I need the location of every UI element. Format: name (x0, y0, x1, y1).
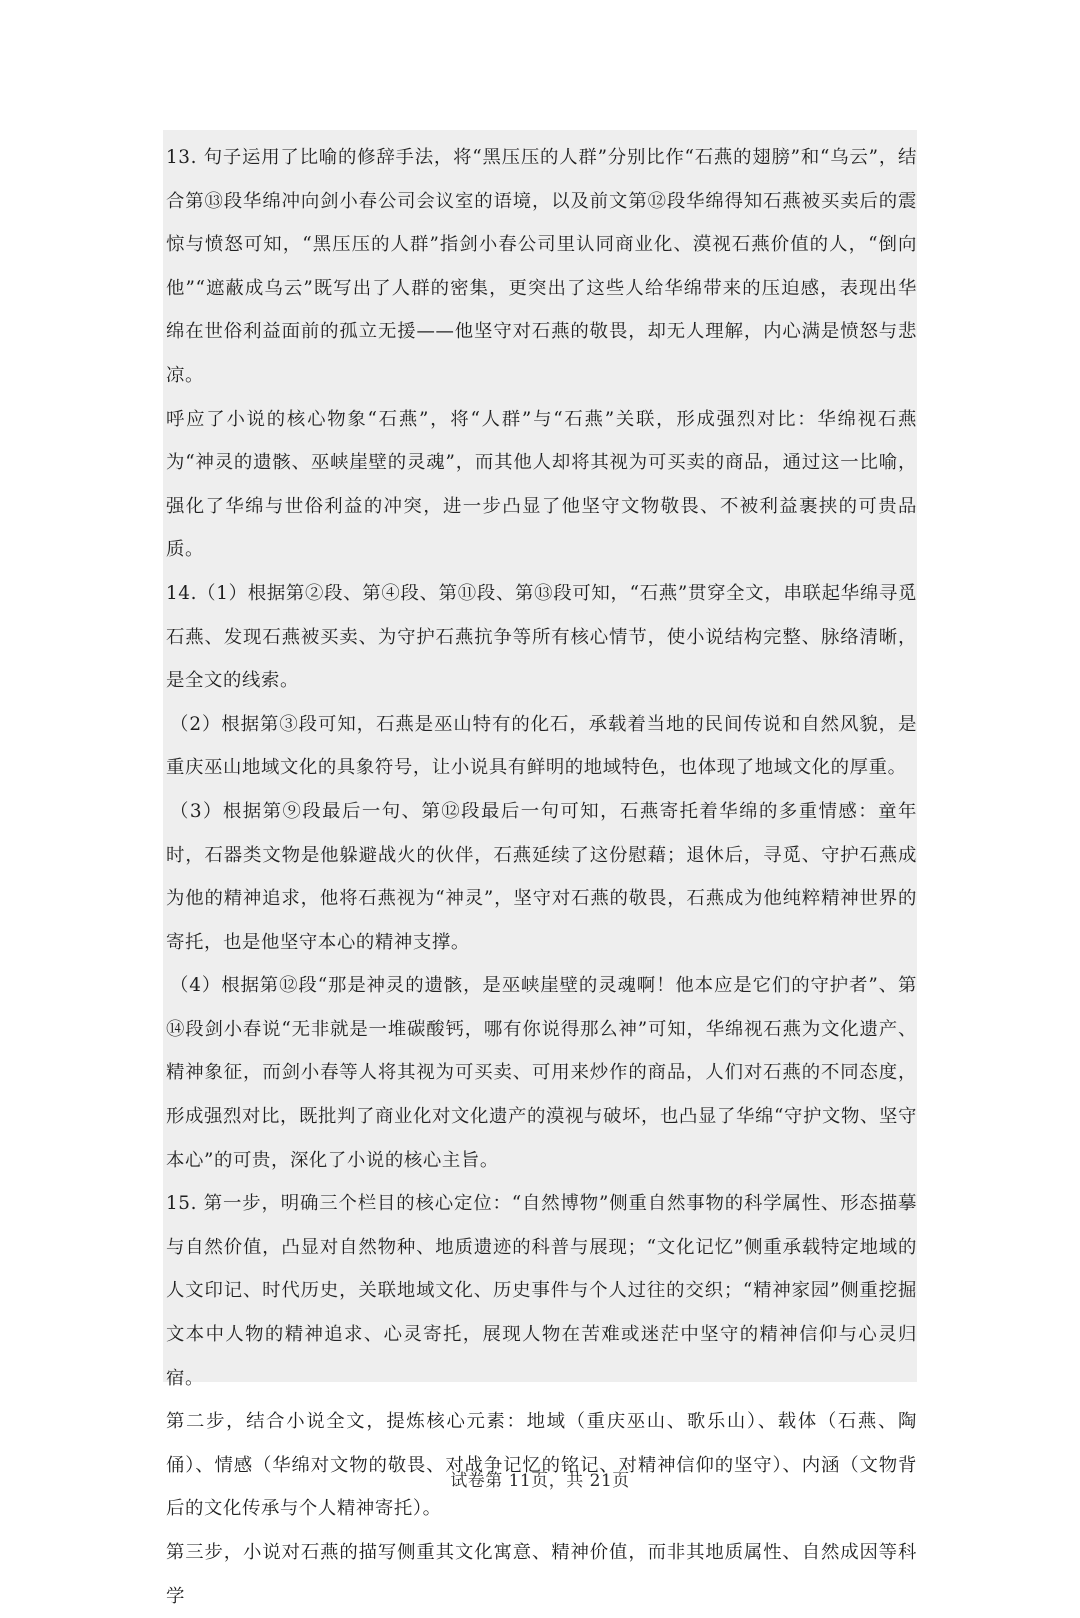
answer-14-part2-paragraph: （2）根据第③段可知，石燕是巫山特有的化石，承载着当地的民间传说和自然风貌，是重庆巫山地域文化的具象符号，让小说具有鲜明的地域特色，也体现了地域文化的厚重。 (166, 713, 917, 779)
answer-15-step3-paragraph: 第三步，小说对石燕的描写侧重其文化寓意、精神价值，而非其地质属性、自然成因等科学 (166, 1542, 917, 1607)
answer-14-part1-paragraph: 14.（1）根据第②段、第④段、第⑪段、第⑬段可知，“石燕”贯穿全文，串联起华绵寻觅石燕、发现石燕被买卖、为守护石燕抗争等所有核心情节，使小说结构完整、脉络清晰，是全文的线索。 (166, 582, 917, 692)
answer-15-step1-paragraph: 15. 第一步，明确三个栏目的核心定位：“自然博物”侧重自然事物的科学属性、形态描摹与自然价值，凸显对自然物种、地质遗迹的科普与展现；“文化记忆”侧重承载特定地域的人文印记、时代历史，关联地域文化、历史事件与个人过往的交织；“精神家园”侧重挖掘文本中人物的精神追求、心灵寄托，展现人物在苦难或迷茫中坚守的精神信仰与心灵归宿。 (166, 1193, 917, 1389)
answer-14-part3-paragraph: （3）根据第⑨段最后一句、第⑫段最后一句可知，石燕寄托着华绵的多重情感：童年时，石器类文物是他躲避战火的伙伴，石燕延续了这份慰藉；退休后，寻觅、守护石燕成为他的精神追求，他将石燕视为“神灵”，坚守对石燕的敬畏，石燕成为他纯粹精神世界的寄托，也是他坚守本心的精神支撑。 (166, 800, 917, 953)
answer-14-part4-paragraph: （4）根据第⑫段“那是神灵的遗骸，是巫峡崖壁的灵魂啊！他本应是它们的守护者”、第⑭段剑小春说“无非就是一堆碳酸钙，哪有你说得那么神”可知，华绵视石燕为文化遗产、精神象征，而剑小春等人将其视为可买卖、可用来炒作的商品，人们对石燕的不同态度，形成强烈对比，既批判了商业化对文化遗产的漠视与破坏，也凸显了华绵“守护文物、坚守本心”的可贵，深化了小说的核心主旨。 (166, 975, 917, 1171)
answer-15-step2-paragraph: 第二步，结合小说全文，提炼核心元素：地域（重庆巫山、歌乐山）、载体（石燕、陶俑）、情感（华绵对文物的敬畏、对战争记忆的铭记、对精神信仰的坚守）、内涵（文物背后的文化传承与个人精神寄托）。 (166, 1411, 917, 1520)
answer-13-paragraph: 13. 句子运用了比喻的修辞手法，将“黑压压的人群”分别比作“石燕的翅膀”和“乌云”，结合第⑬段华绵冲向剑小春公司会议室的语境，以及前文第⑫段华绵得知石燕被买卖后的震惊与愤怒可知，“黑压压的人群”指剑小春公司里认同商业化、漠视石燕价值的人，“倒向他”“遮蔽成乌云”既写出了人群的密集，更突出了这些人给华绵带来的压迫感，表现出华绵在世俗利益面前的孤立无援——他坚守对石燕的敬畏，却无人理解，内心满是愤怒与悲凉。 (166, 147, 917, 386)
answer-13-continued-paragraph: 呼应了小说的核心物象“石燕”，将“人群”与“石燕”关联，形成强烈对比：华绵视石燕为“神灵的遗骸、巫峡崖壁的灵魂”，而其他人却将其视为可买卖的商品，通过这一比喻，强化了华绵与世俗利益的冲突，进一步凸显了他坚守文物敬畏、不被利益裹挟的可贵品质。 (166, 408, 917, 561)
page-number-footer: 试卷第 11页，共 21页 (450, 1471, 630, 1491)
